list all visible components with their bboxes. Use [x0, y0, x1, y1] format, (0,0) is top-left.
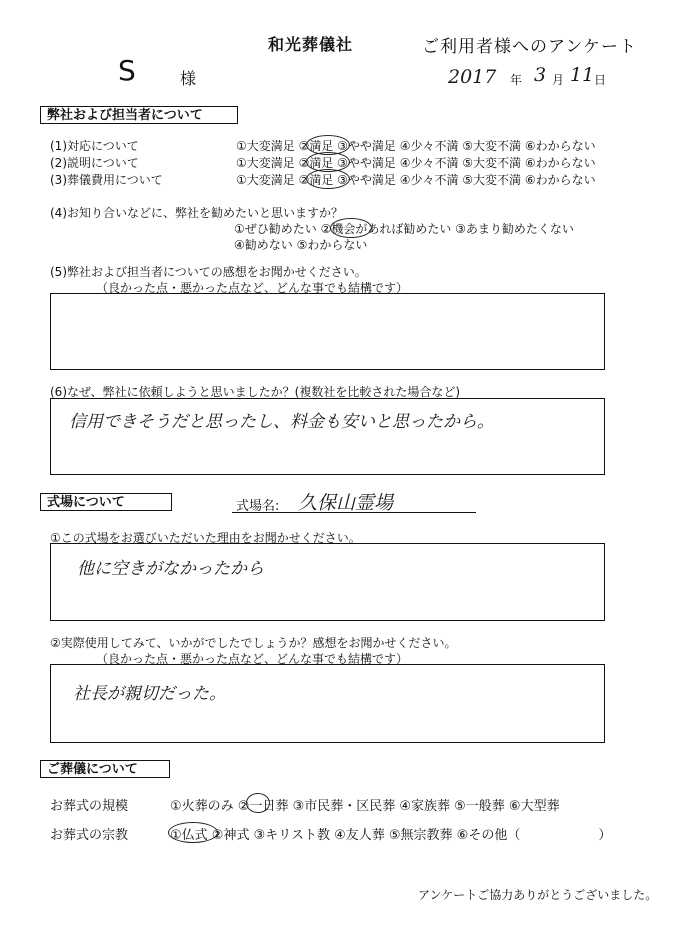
religion-options: ①仏式 ②神式 ③キリスト教 ④友人葬 ⑤無宗教葬 ⑥その他（ ）	[170, 828, 612, 843]
honorific: 様	[180, 69, 197, 88]
q5-label: (5)弊社および担当者についての感想をお聞かせください。	[50, 265, 367, 279]
section-title-venue: 式場について	[40, 493, 172, 511]
customer-initial: S	[118, 54, 136, 87]
date-day: 11	[570, 64, 595, 86]
selection-circle-scale	[246, 793, 270, 813]
q5-answer-box[interactable]	[50, 293, 605, 370]
date-month-unit: 月	[552, 73, 565, 87]
rating-options-explanation: ①大変満足 ②満足 ③やや満足 ④少々不満 ⑤大変不満 ⑥わからない	[236, 156, 596, 170]
scale-options: ①火葬のみ ②一日葬 ③市民葬・区民葬 ④家族葬 ⑤一般葬 ⑥大型葬	[170, 799, 560, 814]
section-title-funeral: ご葬儀について	[40, 760, 170, 778]
rating-options-cost: ①大変満足 ②満足 ③やや満足 ④少々不満 ⑤大変不満 ⑥わからない	[236, 173, 596, 187]
selection-circle-q4	[330, 218, 372, 238]
date-month: 3	[534, 64, 547, 86]
q6-answer-box[interactable]	[50, 398, 605, 475]
date-year-unit: 年	[510, 73, 523, 87]
selection-circle-cost	[306, 169, 350, 189]
rating-label-cost: (3)葬儀費用について	[50, 173, 163, 187]
venue-q1-answer: 他に空きがなかったから	[77, 559, 264, 579]
venue-label: 式場名:	[236, 499, 280, 514]
venue-q1-answer-box[interactable]	[50, 543, 605, 621]
religion-label: お葬式の宗教	[50, 828, 129, 843]
venue-q2-sub: （良かった点・悪かった点など、どんな事でも結構です）	[96, 652, 409, 666]
venue-q2-answer: 社長が親切だった。	[73, 684, 226, 704]
survey-title: ご利用者様へのアンケート	[422, 37, 637, 57]
scale-label: お葬式の規模	[50, 799, 129, 814]
rating-options-response: ①大変満足 ②満足 ③やや満足 ④少々不満 ⑤大変不満 ⑥わからない	[236, 139, 596, 153]
q5-sub: （良かった点・悪かった点など、どんな事でも結構です）	[96, 281, 409, 295]
selection-circle-religion	[168, 822, 218, 843]
q6-label: (6)なぜ、弊社に依頼しようと思いましたか？(複数社を比較された場合など)	[50, 385, 461, 399]
venue-underline	[232, 512, 476, 513]
section-title-company: 弊社および担当者について	[40, 106, 238, 124]
q4-label: (4)お知り合いなどに、弊社を勧めたいと思いますか？	[50, 206, 344, 220]
date-year: 2017	[448, 66, 497, 88]
q6-answer: 信用できそうだと思ったし、料金も安いと思ったから。	[69, 412, 494, 432]
q4-options-line2: ④勧めない ⑤わからない	[234, 238, 368, 252]
venue-q2-answer-box[interactable]	[50, 664, 605, 743]
venue-q1-label: ①この式場をお選びいただいた理由をお聞かせください。	[50, 531, 361, 545]
venue-q2-label: ②実際使用してみて、いかがでしたでしょうか？感想をお聞かせください。	[50, 636, 457, 650]
q4-options-line1: ①ぜひ勧めたい ②機会があれば勧めたい ③あまり勧めたくない	[234, 222, 574, 236]
rating-label-response: (1)対応について	[50, 139, 139, 153]
company-name: 和光葬儀社	[268, 35, 354, 54]
thanks-message: アンケートご協力ありがとうございました。	[418, 888, 658, 902]
rating-label-explanation: (2)説明について	[50, 156, 139, 170]
venue-value: 久保山霊場	[298, 492, 394, 514]
date-day-unit: 日	[594, 73, 607, 87]
